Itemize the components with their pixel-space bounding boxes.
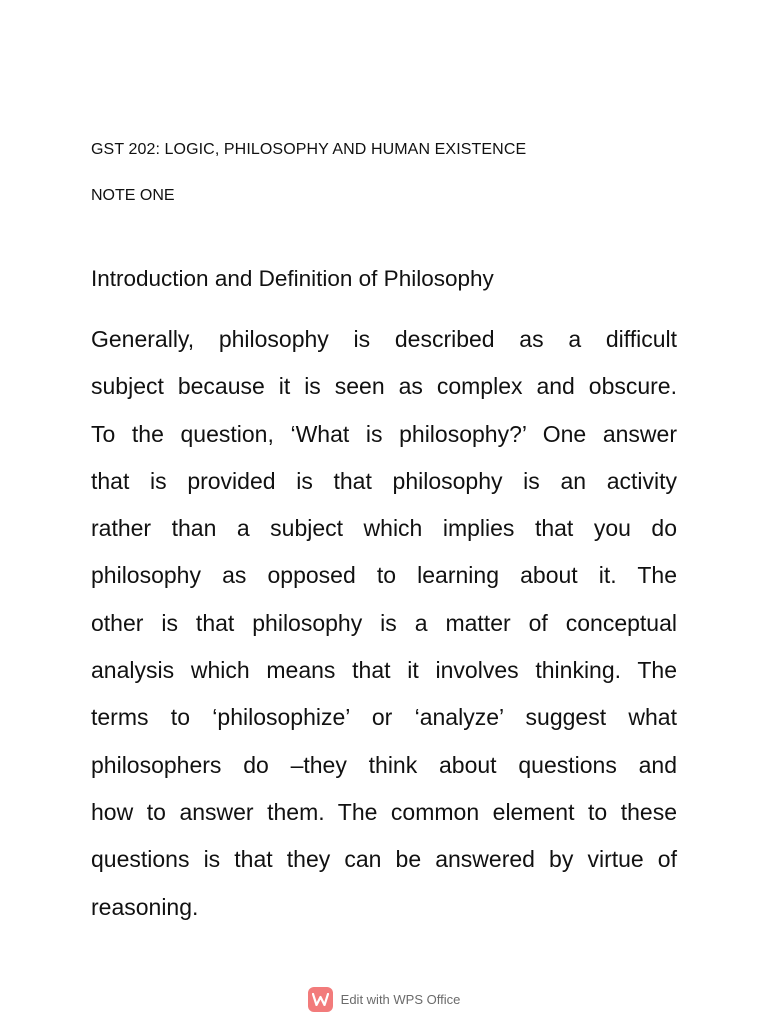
body-paragraph (91, 316, 677, 931)
paragraph-line: terms to ‘philosophize’ or ‘analyze’ suggest what (91, 704, 677, 731)
paragraph-line: philosophers do –they think about questions and (91, 751, 677, 778)
paragraph-line: how to answer them. The common element to these (91, 798, 677, 825)
paragraph-line: questions is that they can be answered by virtue of (91, 846, 677, 873)
paragraph-line: To the question, ‘What is philosophy?’ One answer (91, 420, 677, 447)
course-title: GST 202: LOGIC, PHILOSOPHY AND HUMAN EXISTENCE (91, 141, 527, 158)
paragraph-line: that is provided is that philosophy is an activity (91, 467, 677, 494)
paragraph-line: subject because it is seen as complex and obscure. (91, 373, 677, 400)
paragraph-line: rather than a subject which implies that you do (91, 515, 677, 542)
wps-edit-banner[interactable] (0, 986, 768, 1012)
note-label: NOTE ONE (91, 187, 175, 204)
section-heading: Introduction and Definition of Philosophy (91, 266, 494, 291)
paragraph-line: philosophy as opposed to learning about it. The (91, 562, 677, 589)
paragraph-line: reasoning. (91, 893, 199, 920)
paragraph-line: analysis which means that it involves thinking. The (91, 657, 677, 684)
paragraph-line: Generally, philosophy is described as a difficult (91, 326, 677, 352)
edit-with-wps-link[interactable]: Edit with WPS Office (340, 991, 461, 1007)
wps-office-icon (308, 987, 333, 1012)
paragraph-line: other is that philosophy is a matter of conceptual (91, 609, 677, 636)
